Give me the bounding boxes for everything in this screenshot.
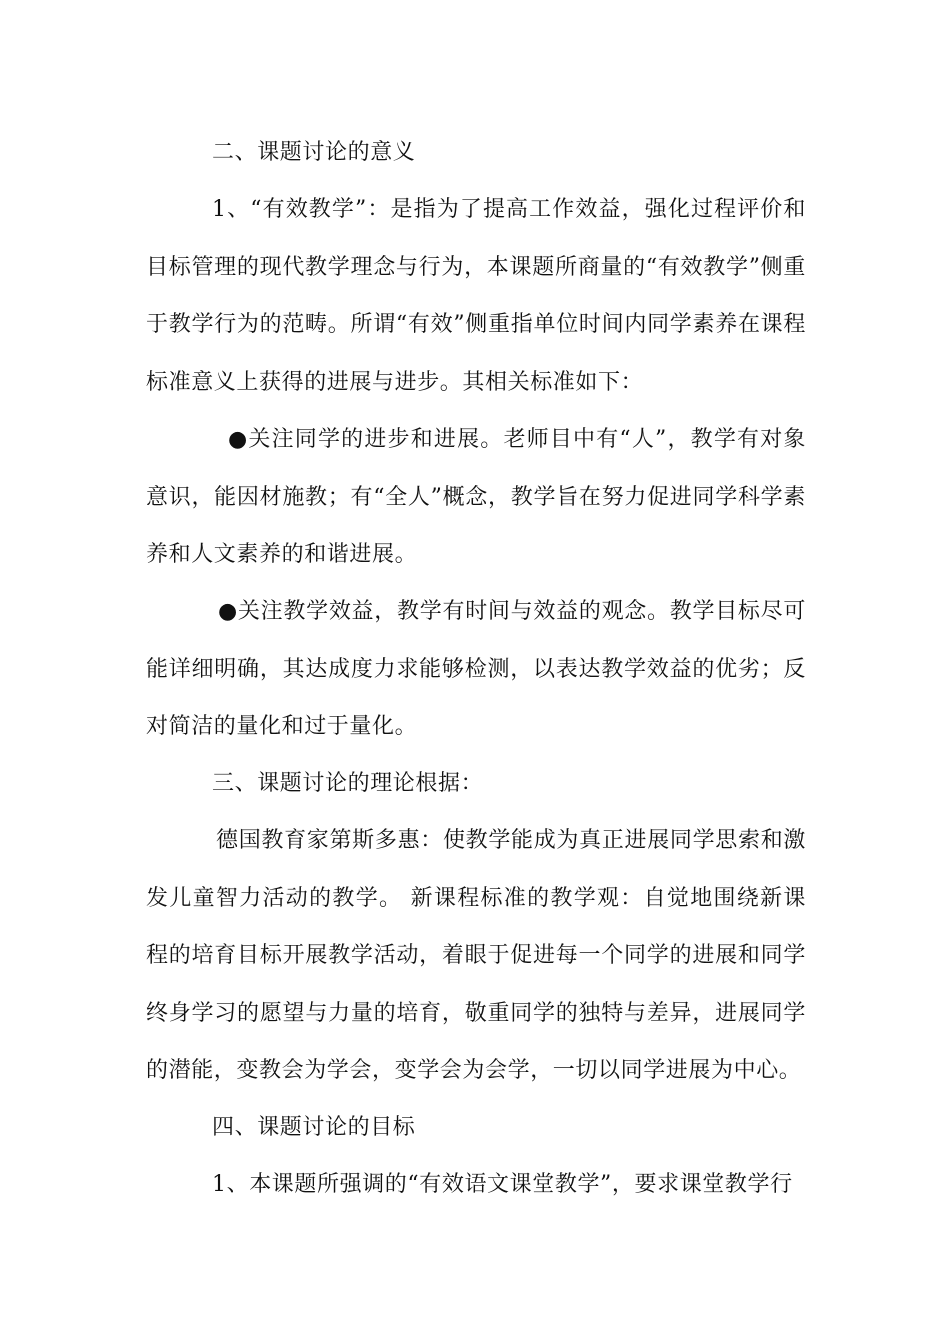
bullet-student-progress: ●关注同学的进步和进展。老师目中有“人”，教学有对象意识，能因材施教；有“全人”概念，教学旨在努力促进同学科学素养和人文素养的和谐进展。 bbox=[146, 427, 806, 567]
paragraph-effective-teaching: 1、“有效教学”：是指为了提高工作效益，强化过程评价和目标管理的现代教学理念与行为，本课题所商量的“有效教学”侧重于教学行为的范畴。所谓“有效”侧重指单位时间内同学素养在课程标准意义上获得的进展与进步。其相关标准如下： bbox=[146, 197, 806, 395]
paragraph-goal-1: 1、本课题所强调的“有效语文课堂教学”，要求课堂教学行 bbox=[212, 1172, 793, 1197]
heading-research-goals: 四、课题讨论的目标 bbox=[212, 1115, 416, 1140]
paragraph-theory: 德国教育家第斯多惠：使教学能成为真正进展同学思索和激发儿童智力活动的教学。 新课程标准的教学观：自觉地围绕新课程的培育目标开展教学活动，着眼于促进每一个同学的进展和同学终身学习的愿望与力量的培育，敬重同学的独特与差异，进展同学的潜能，变教会为学会，变学会为会学，一切以同学进展为中心。 bbox=[146, 828, 806, 1083]
bullet-teaching-efficiency: ●关注教学效益，教学有时间与效益的观念。教学目标尽可能详细明确，其达成度力求能够检测，以表达教学效益的优劣；反对简洁的量化和过于量化。 bbox=[146, 599, 806, 739]
heading-significance: 二、课题讨论的意义 bbox=[212, 140, 416, 165]
heading-theory-basis: 三、课题讨论的理论根据： bbox=[212, 771, 484, 796]
